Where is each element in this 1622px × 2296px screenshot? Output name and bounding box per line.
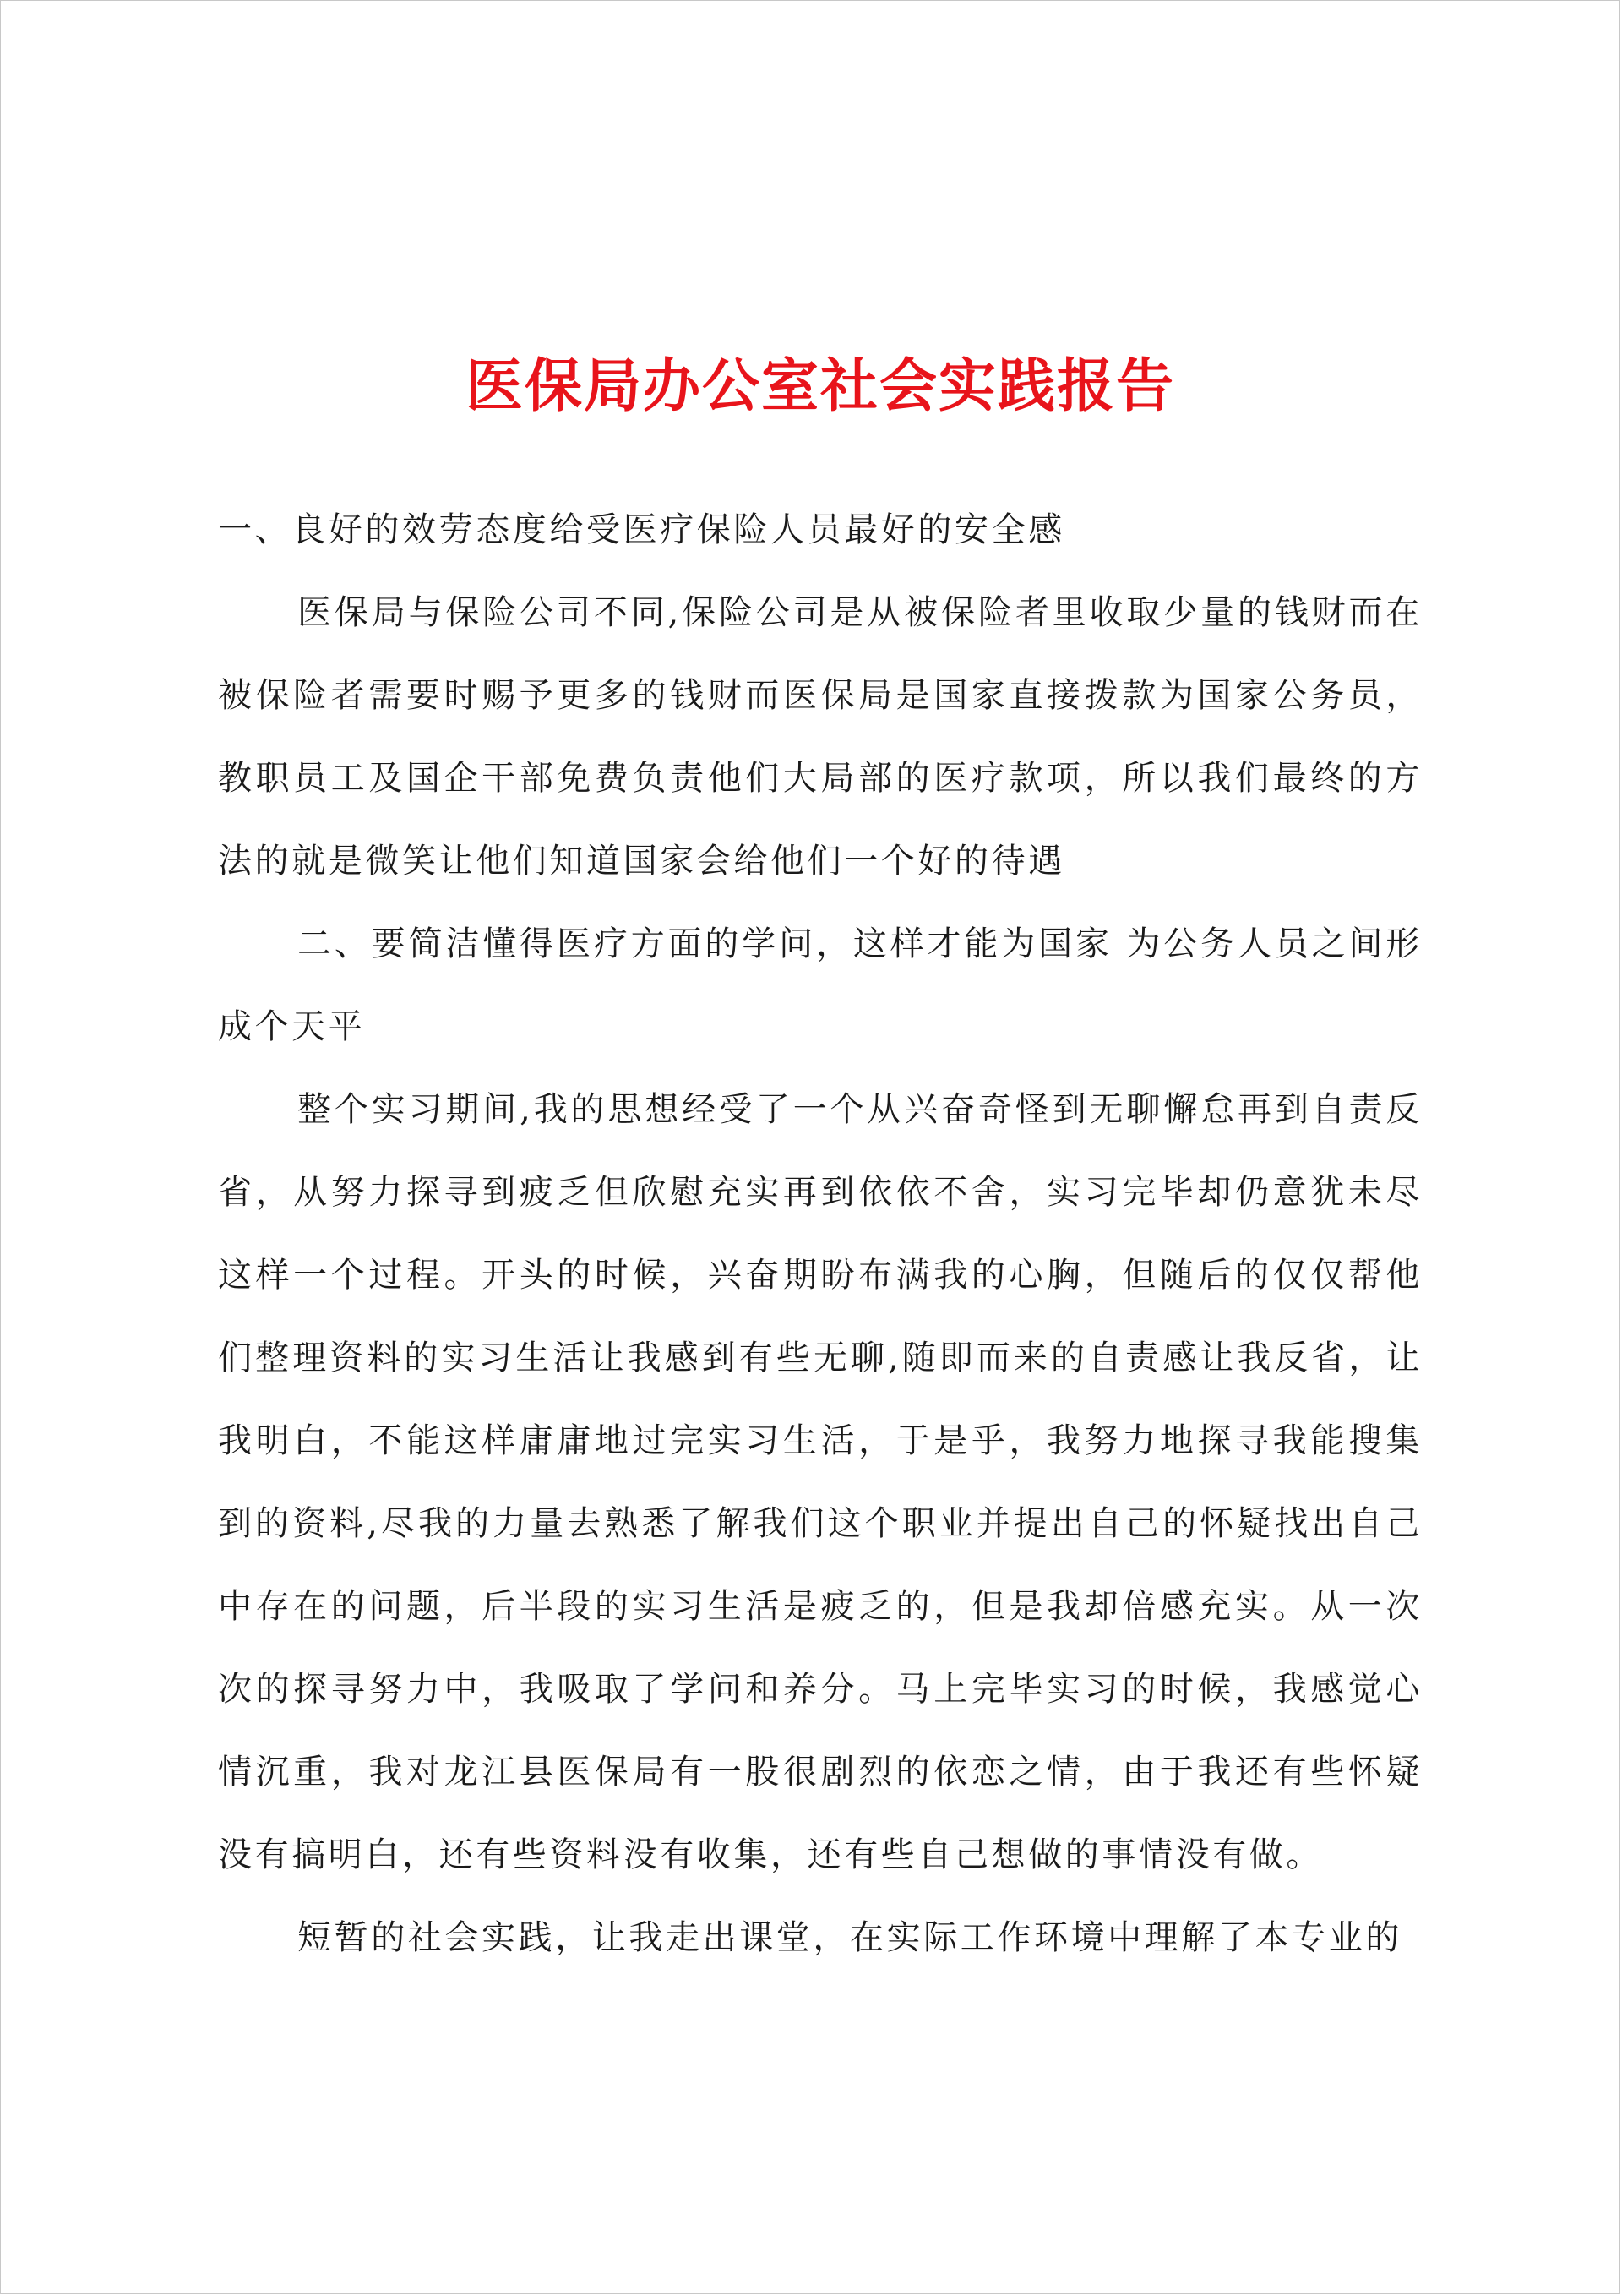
- section-heading-1: 一、良好的效劳态度给受医疗保险人员最好的安全感: [218, 510, 1065, 549]
- paragraph-2: 整个实习期间,我的思想经受了一个从兴奋奇怪到无聊懈怠再到自责反省，从努力探寻到疲乏但欣慰充实再到依依不舍，实习完毕却仍意犹未尽这样一个过程。开头的时候，兴奋期盼布满我的心胸，但随后的仅仅帮他们整理资料的实习生活让我感到有些无聊,随即而来的自责感让我反省，让我明白，不能这样庸庸地过完实习生活，于是乎，我努力地探寻我能搜集到的资料,尽我的力量去熟悉了解我们这个职业并提出自己的怀疑找出自己中存在的问题，后半段的实习生活是疲乏的，但是我却倍感充实。从一次次的探寻努力中，我吸取了学问和养分。马上完毕实习的时候，我感觉心情沉重，我对龙江县医保局有一股很剧烈的依恋之情，由于我还有些怀疑没有搞明白，还有些资料没有收集，还有些自己想做的事情没有做。: [218, 1090, 1423, 1874]
- paragraph-3: 短暂的社会实践，让我走出课堂，在实际工作环境中理解了本专业的: [297, 1918, 1402, 1957]
- section-heading-2: 二、要简洁懂得医疗方面的学问，这样才能为国家 为公务人员之间形成个天平: [218, 924, 1423, 1046]
- paragraph-1: 医保局与保险公司不同,保险公司是从被保险者里收取少量的钱财而在被保险者需要时赐予更多的钱财而医保局是国家直接拨款为国家公务员，教职员工及国企干部免费负责他们大局部的医疗款项，所以我们最终的方法的就是微笑让他们知道国家会给他们一个好的待遇: [218, 593, 1423, 881]
- document-body: [218, 488, 1423, 1979]
- document-title: 医保局办公室社会实践报告: [465, 352, 1175, 420]
